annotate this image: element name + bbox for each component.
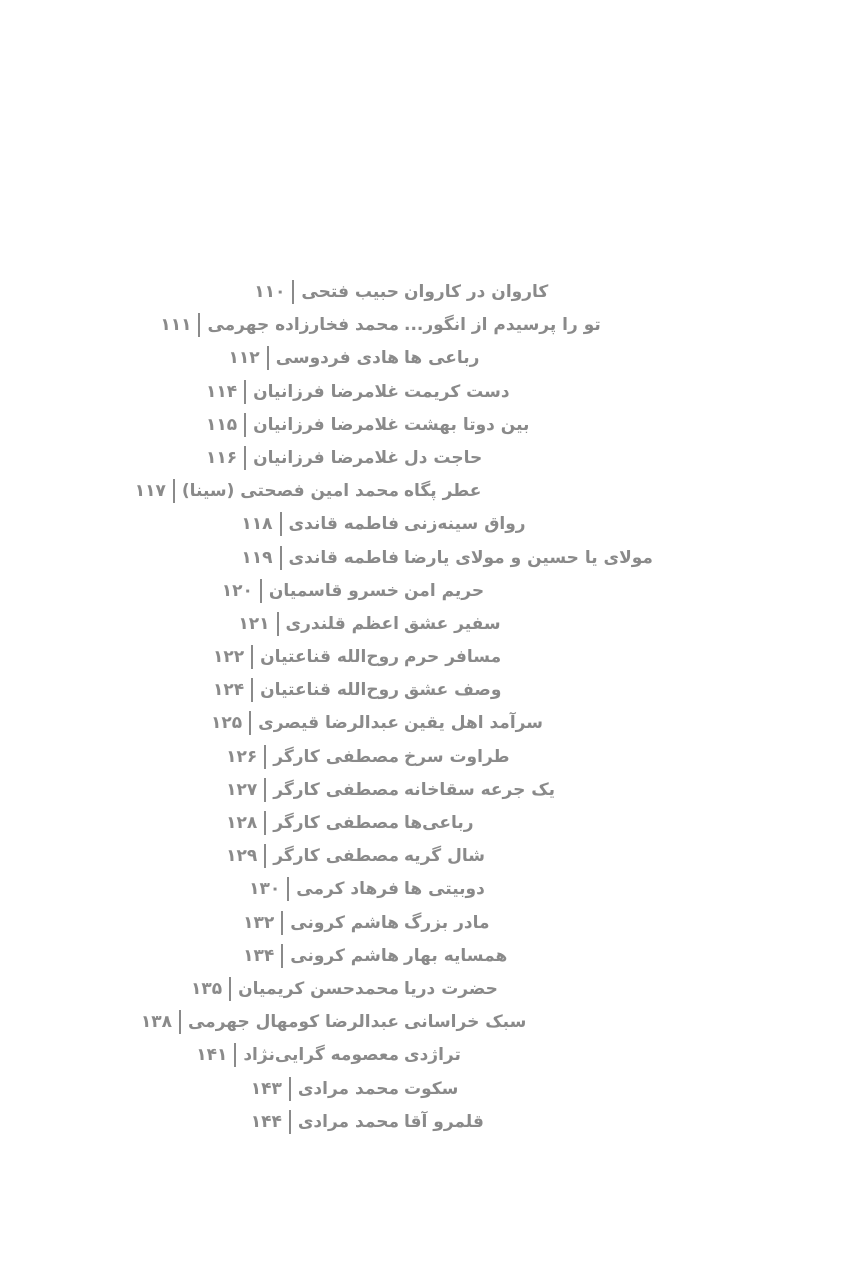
entry-page-number: ۱۲۷ — [226, 779, 258, 800]
entry-author: حبیب فتحی — [301, 282, 399, 302]
toc-entry — [0, 276, 857, 309]
entry-page-number: ۱۳۴ — [243, 945, 275, 966]
entry-page-number: ۱۴۴ — [250, 1111, 282, 1132]
entry-title: حضرت دریا — [404, 978, 498, 999]
entry-page-number: ۱۳۰ — [249, 879, 281, 900]
entry-title: شال گریه — [404, 846, 485, 867]
separator-bar — [264, 745, 266, 769]
toc-entry — [0, 774, 857, 807]
entry-title: طراوت سرخ — [404, 746, 510, 767]
entry-author: محمد امین فصحتی (سینا) — [181, 481, 399, 502]
toc-entry — [0, 940, 857, 973]
entry-page-number: ۱۳۲ — [243, 912, 275, 933]
entry-author: فاطمه قاندی — [288, 547, 399, 568]
toc-entry — [0, 309, 857, 342]
toc-entry — [0, 641, 857, 674]
separator-bar — [249, 711, 251, 735]
entry-title: سکوت — [404, 1078, 459, 1099]
toc-entry — [0, 442, 857, 475]
entry-page-number: ۱۱۸ — [241, 514, 273, 535]
entry-author: محمدحسن کریمیان — [238, 978, 399, 999]
entry-author: عبدالرضا قیصری — [258, 713, 399, 734]
entry-title: حاجت دل — [404, 447, 483, 468]
toc-entry — [0, 475, 857, 508]
entry-author: فاطمه قاندی — [288, 514, 399, 535]
entry-page-number: ۱۱۵ — [205, 414, 238, 435]
entry-page-number: ۱۴۱ — [196, 1045, 228, 1066]
entry-title: قلمرو آقا — [404, 1111, 484, 1132]
entry-page-number: ۱۲۱ — [238, 613, 270, 634]
separator-bar — [179, 1010, 181, 1034]
separator-bar — [264, 811, 266, 835]
entry-author-page — [241, 542, 399, 575]
toc-entry — [0, 1073, 857, 1106]
toc-entry — [0, 741, 857, 774]
toc-entry — [0, 342, 857, 375]
entry-author-page — [160, 309, 399, 342]
toc-entry — [0, 608, 857, 641]
entry-page-number: ۱۳۵ — [191, 978, 223, 999]
entry-title: رباعی‌ها — [404, 813, 474, 833]
toc-entry — [0, 508, 857, 541]
entry-page-number: ۱۲۵ — [210, 713, 243, 734]
entry-page-number: ۱۴۳ — [250, 1078, 282, 1099]
entry-author-page — [206, 376, 399, 409]
separator-bar — [234, 1043, 236, 1067]
entry-author: روح‌الله قناعتیان — [260, 647, 399, 668]
separator-bar — [292, 280, 294, 304]
table-of-contents — [0, 276, 857, 1139]
entry-title: سفیر عشق — [404, 613, 501, 634]
separator-bar — [251, 645, 253, 669]
entry-author: عبدالرضا کومهال جهرمی — [187, 1012, 399, 1033]
toc-entry — [0, 707, 857, 740]
entry-title: مادر بزرگ — [404, 912, 490, 933]
entry-page-number: ۱۱۰ — [254, 282, 286, 302]
entry-author: غلامرضا فرزانیان — [253, 447, 399, 468]
separator-bar — [173, 479, 175, 503]
entry-title: مولای یا حسین و مولای یارضا — [404, 547, 653, 568]
entry-author: هادی فردوسی — [275, 348, 399, 369]
entry-title: رواق سینه‌زنی — [404, 514, 526, 535]
separator-bar — [229, 977, 231, 1001]
entry-author-page — [243, 907, 399, 940]
separator-bar — [281, 911, 283, 935]
entry-author: فرهاد کرمی — [296, 879, 399, 900]
entry-page-number: ۱۱۷ — [134, 481, 166, 502]
entry-author: غلامرضا فرزانیان — [253, 414, 399, 435]
entry-title: بین دوتا بهشت — [404, 414, 530, 435]
entry-author: مصطفی کارگر — [273, 813, 399, 833]
entry-title: رباعی ها — [404, 348, 480, 369]
toc-entry — [0, 674, 857, 707]
entry-page-number: ۱۲۹ — [226, 846, 258, 867]
entry-title: سرآمد اهل یقین — [404, 713, 543, 734]
entry-author-page — [226, 774, 399, 807]
entry-page-number: ۱۱۱ — [160, 315, 192, 336]
separator-bar — [267, 346, 269, 370]
entry-title: سبک خراسانی — [404, 1012, 527, 1033]
separator-bar — [289, 1077, 291, 1101]
entry-author-page — [243, 940, 399, 973]
entry-author-page — [249, 873, 399, 906]
entry-title: عطر پگاه — [404, 481, 482, 502]
entry-title: تراژدی — [404, 1045, 461, 1066]
toc-entry — [0, 542, 857, 575]
toc-entry — [0, 575, 857, 608]
entry-author: محمد فخارزاده جهرمی — [207, 315, 399, 336]
separator-bar — [260, 579, 262, 603]
entry-author: روح‌الله قناعتیان — [260, 680, 399, 701]
entry-title: مسافر حرم — [404, 647, 502, 668]
entry-page-number: ۱۲۴ — [213, 680, 245, 701]
entry-page-number: ۱۱۶ — [205, 447, 238, 468]
toc-entry — [0, 376, 857, 409]
entry-title: کاروان در کاروان — [404, 282, 549, 302]
entry-title: دوبیتی ها — [404, 879, 485, 900]
entry-author: هاشم کرونی — [290, 945, 399, 966]
entry-page-number: ۱۲۶ — [226, 746, 258, 767]
toc-entry — [0, 840, 857, 873]
entry-author: هاشم کرونی — [290, 912, 399, 933]
separator-bar — [264, 778, 266, 802]
toc-entry — [0, 1006, 857, 1039]
entry-author: محمد مرادی — [297, 1111, 399, 1132]
entry-author-page — [206, 409, 399, 442]
entry-title: حریم امن — [404, 580, 485, 601]
entry-author-page — [206, 442, 399, 475]
entry-author-page — [213, 674, 399, 707]
entry-author: مصطفی کارگر — [273, 779, 399, 800]
separator-bar — [244, 380, 246, 404]
entry-author: خسرو قاسمیان — [268, 580, 399, 601]
separator-bar — [287, 877, 289, 901]
toc-entry — [0, 409, 857, 442]
entry-page-number: ۱۲۰ — [221, 580, 253, 601]
entry-author-page — [191, 973, 399, 1006]
entry-title: همسایه بهار — [404, 945, 508, 966]
separator-bar — [280, 546, 282, 570]
entry-author-page — [226, 807, 399, 840]
entry-page-number: ۱۱۲ — [228, 348, 260, 369]
entry-author: غلامرضا فرزانیان — [253, 381, 399, 402]
entry-title: یک جرعه سقاخانه — [404, 779, 556, 800]
entry-author: مصطفی کارگر — [273, 746, 399, 767]
toc-entry — [0, 1039, 857, 1072]
entry-author-page — [196, 1039, 399, 1072]
entry-author-page — [135, 475, 399, 508]
separator-bar — [244, 413, 246, 437]
separator-bar — [280, 512, 282, 536]
entry-author: معصومه گرایی‌نژاد — [243, 1045, 399, 1066]
entry-author-page — [238, 608, 399, 641]
separator-bar — [289, 1110, 291, 1134]
entry-author-page — [229, 342, 399, 375]
toc-entry — [0, 973, 857, 1006]
entry-author: مصطفی کارگر — [273, 846, 399, 867]
entry-title: دست کریمت — [404, 381, 510, 402]
entry-author-page — [251, 1073, 399, 1106]
toc-entry — [0, 873, 857, 906]
entry-author-page — [251, 1106, 399, 1139]
entry-author: محمد مرادی — [297, 1078, 399, 1099]
entry-title: وصف عشق — [404, 680, 502, 701]
entry-page-number: ۱۲۸ — [226, 813, 258, 833]
entry-author-page — [211, 707, 399, 740]
entry-author-page — [241, 508, 399, 541]
separator-bar — [244, 446, 246, 470]
entry-page-number: ۱۱۴ — [205, 381, 238, 402]
entry-author: اعظم قلندری — [285, 613, 399, 634]
entry-author-page — [226, 741, 399, 774]
entry-page-number: ۱۳۸ — [140, 1012, 172, 1033]
entry-author-page — [254, 276, 399, 309]
separator-bar — [281, 944, 283, 968]
entry-author-page — [213, 641, 399, 674]
entry-title: تو را پرسیدم از انگور... — [404, 315, 601, 336]
separator-bar — [277, 612, 279, 636]
toc-entry — [0, 807, 857, 840]
entry-page-number: ۱۲۲ — [213, 647, 245, 668]
entry-author-page — [141, 1006, 399, 1039]
separator-bar — [251, 678, 253, 702]
toc-entry — [0, 907, 857, 940]
entry-page-number: ۱۱۹ — [241, 547, 273, 568]
toc-entry — [0, 1106, 857, 1139]
entry-author-page — [222, 575, 399, 608]
separator-bar — [198, 313, 200, 337]
entry-author-page — [226, 840, 399, 873]
separator-bar — [264, 844, 266, 868]
